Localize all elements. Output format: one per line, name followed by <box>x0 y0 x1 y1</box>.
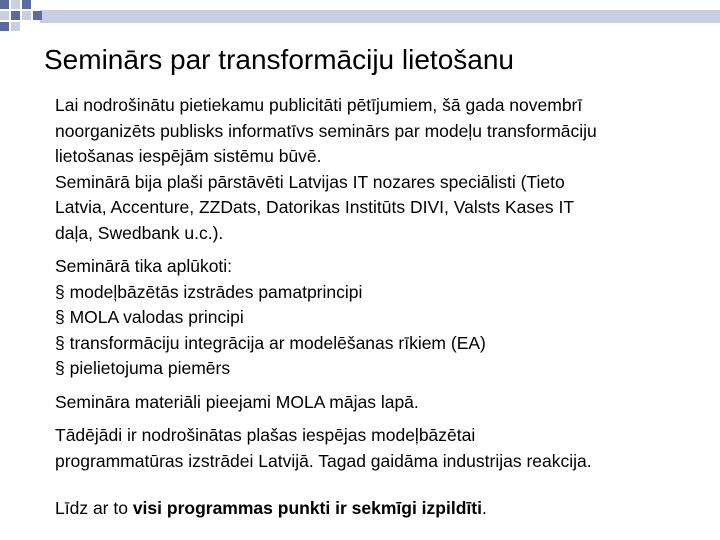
topic-item: § modeļbāzētās izstrādes pamatprincipi <box>55 280 695 306</box>
deco-square <box>11 11 20 20</box>
intro-line: lietošanas iespējām sistēmu būvē. <box>55 146 322 166</box>
deco-square <box>11 22 20 31</box>
deco-square <box>11 0 20 9</box>
decorative-header <box>0 0 720 40</box>
conclusion-line: programmatūras izstrādei Latvijā. Tagad gaidāma industrijas reakcija. <box>55 450 592 471</box>
topic-item: § MOLA valodas principi <box>55 305 695 331</box>
deco-square <box>22 0 31 9</box>
conclusion-line: Tādējādi ir nodrošinātas plašas iespējas modeļbāzētai <box>55 425 476 445</box>
intro-line: daļa, Swedbank u.c.). <box>55 222 224 243</box>
intro-line: Lai nodrošinātu pietiekamu publicitāti pētījumiem, šā gada novembrī <box>55 95 583 115</box>
final-prefix: Līdz ar to <box>55 498 133 518</box>
topic-item: § pielietojuma piemērs <box>55 356 695 382</box>
deco-square <box>0 11 9 20</box>
deco-square <box>22 11 31 20</box>
deco-square <box>0 22 9 31</box>
intro-line: Seminārā bija plaši pārstāvēti Latvijas IT nozares speciālisti (Tieto <box>55 171 565 192</box>
topics-heading: Seminārā tika aplūkoti: <box>55 256 233 276</box>
final-suffix: . <box>481 498 487 518</box>
final-bold: visi programmas punkti ir sekmīgi izpildīti <box>132 498 482 518</box>
deco-square <box>33 11 42 20</box>
final-statement <box>55 496 695 522</box>
deco-square <box>0 0 9 9</box>
intro-line: Latvia, Accenture, ZZDats, Datorikas Institūts DIVI, Valsts Kases IT <box>55 197 575 217</box>
slide-content <box>55 93 695 522</box>
materials-note: Semināra materiāli pieejami MOLA mājas lapā. <box>55 391 419 412</box>
topic-item: § transformāciju integrācija ar modelēšanas rīkiem (EA) <box>55 331 695 357</box>
header-bar <box>40 10 720 23</box>
slide-title: Seminārs par transformāciju lietošanu <box>44 44 514 75</box>
intro-line: noorganizēts publisks informatīvs seminārs par modeļu transformāciju <box>55 120 597 141</box>
